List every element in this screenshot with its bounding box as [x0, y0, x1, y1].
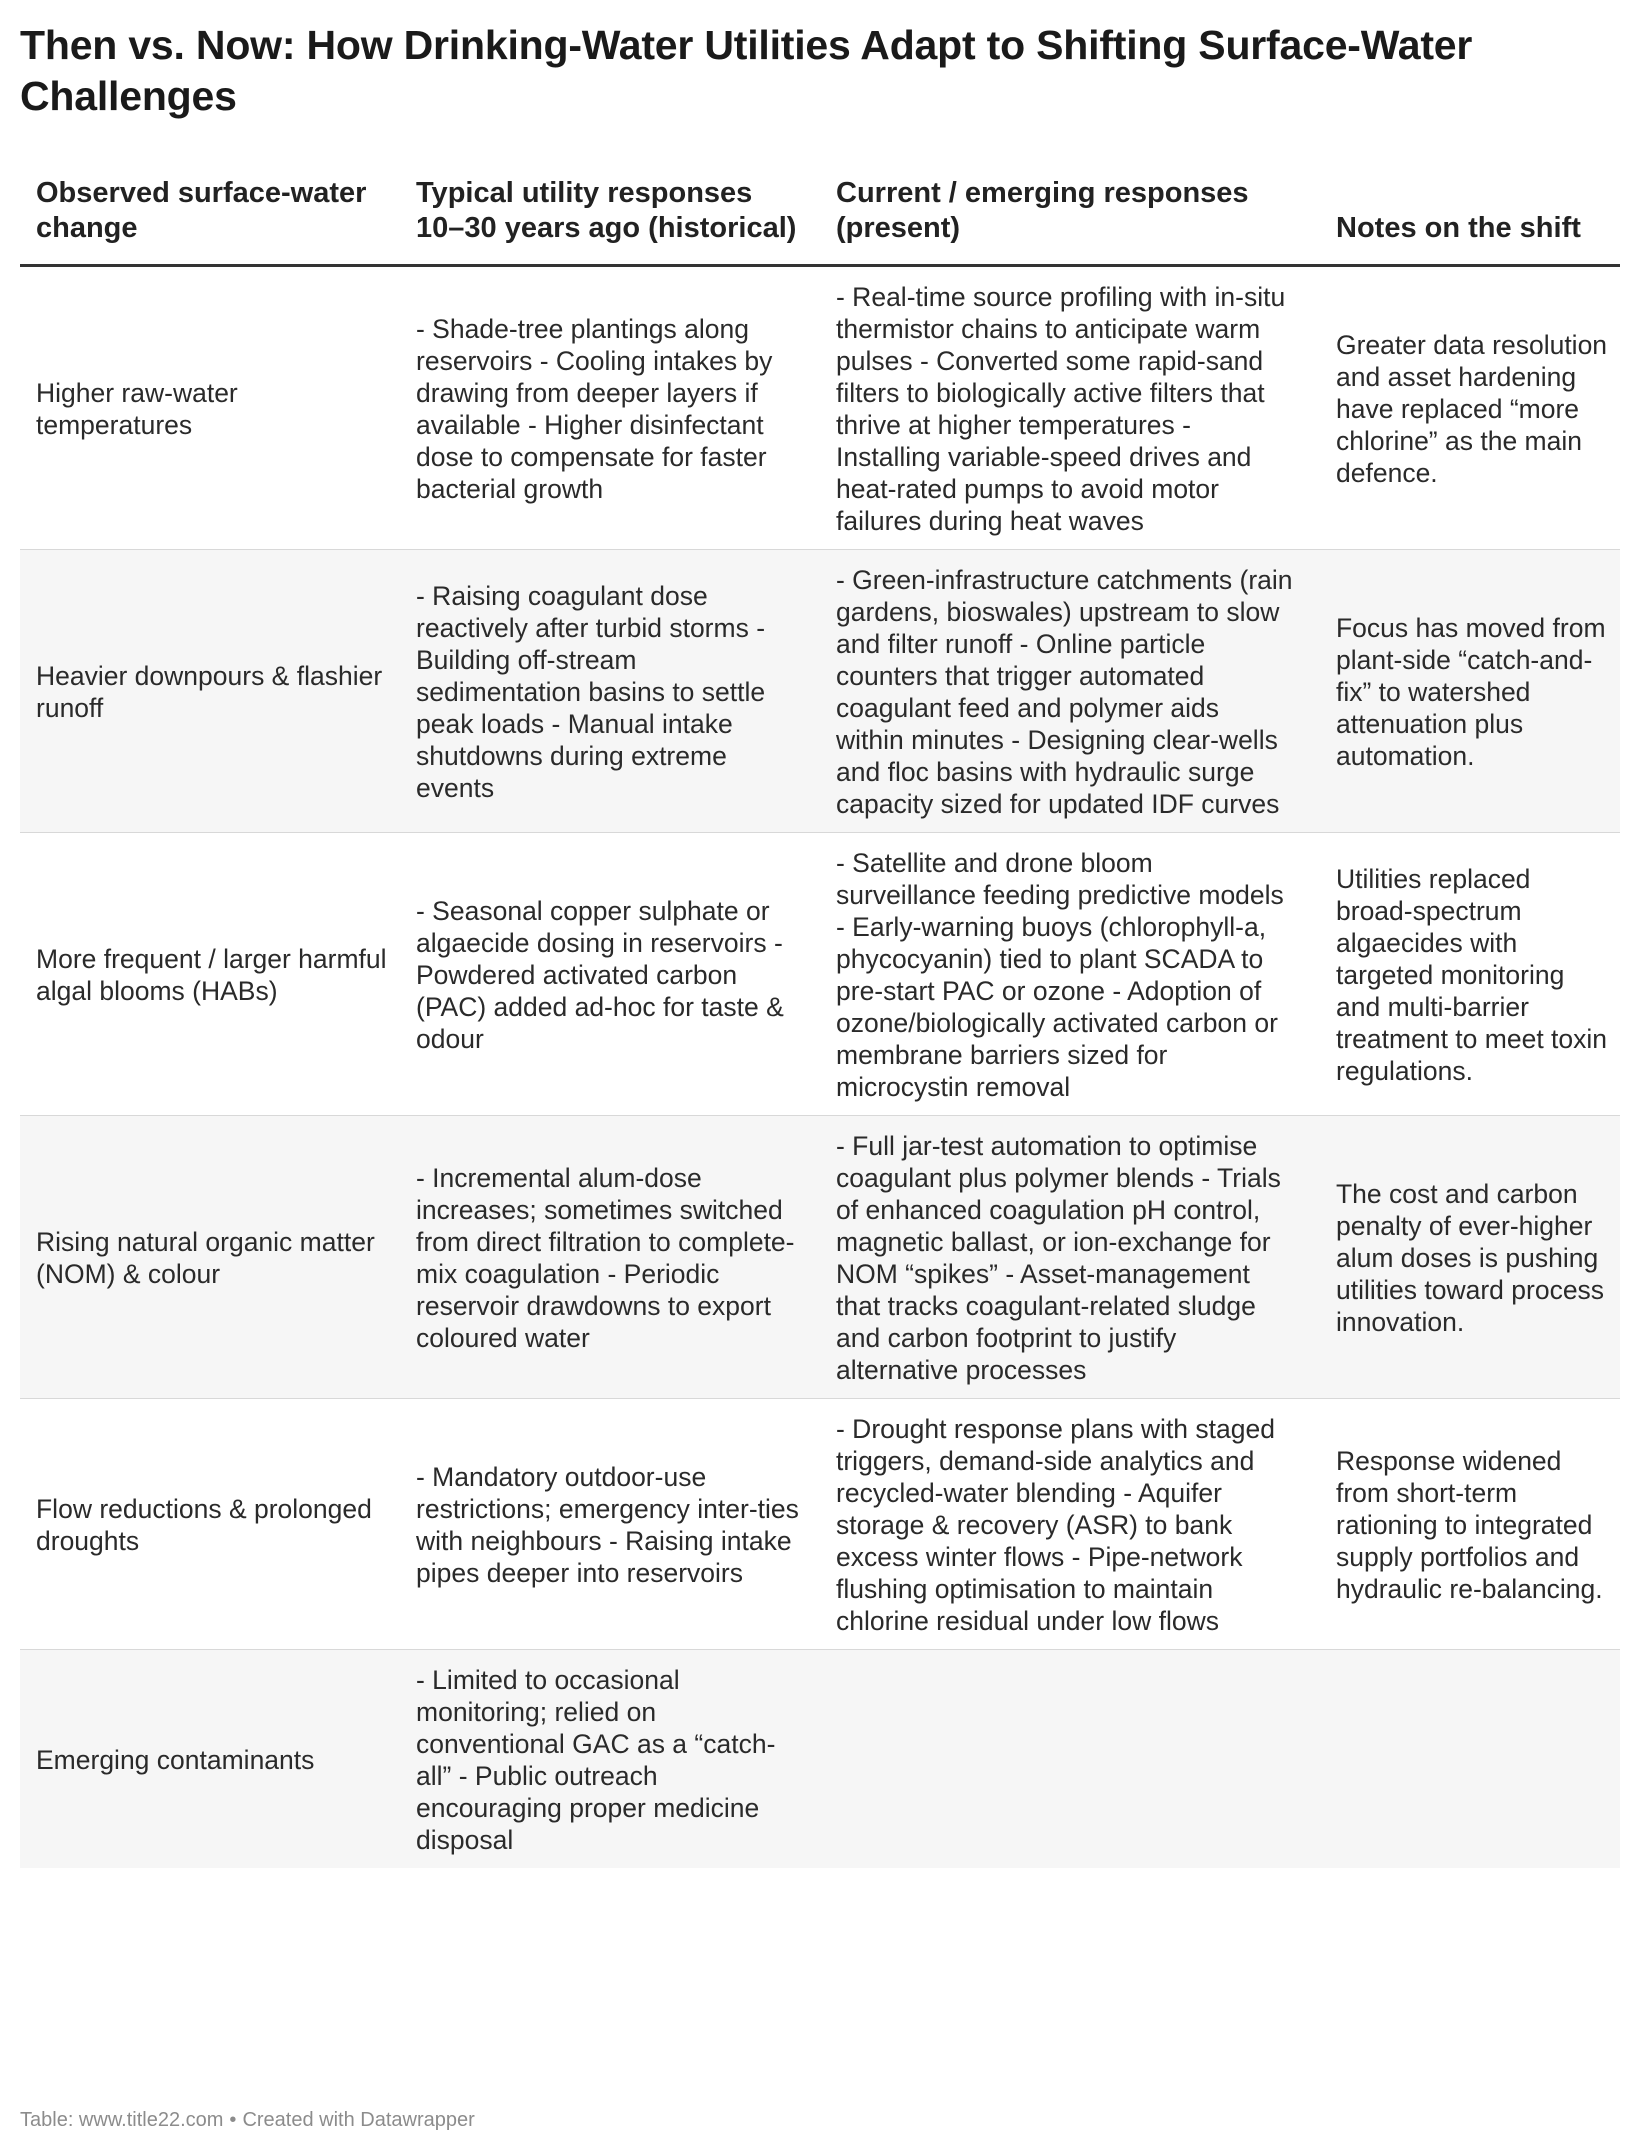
cell-historical: - Raising coagulant dose reactively after turbid storms - Building off-stream sedimentation basins to settle peak loads - Manual intake shutdowns during extreme events: [408, 550, 816, 833]
table-row: [20, 266, 1620, 550]
cell-current: - Drought response plans with staged triggers, demand-side analytics and recycled-water blending - Aquifer storage & recovery (ASR) to bank excess winter flows - Pipe-network flushing optimisation to maintain chlorine residual under low flows: [816, 1399, 1304, 1650]
cell-current: - Full jar-test automation to optimise coagulant plus polymer blends - Trials of enhanced coagulation pH control, magnetic ballast, or ion-exchange for NOM “spikes” - Asset-management that tracks coagulant-related sludge and carbon footprint to justify alternative processes: [816, 1116, 1304, 1399]
cell-notes: The cost and carbon penalty of ever-higher alum doses is pushing utilities toward process innovation.: [1304, 1116, 1620, 1399]
table-row: [20, 1116, 1620, 1399]
cell-historical: - Seasonal copper sulphate or algaecide dosing in reservoirs - Powdered activated carbon (PAC) added ad-hoc for taste & odour: [408, 833, 816, 1116]
cell-notes: Response widened from short-term rationing to integrated supply portfolios and hydraulic re-balancing.: [1304, 1399, 1620, 1650]
cell-historical: - Limited to occasional monitoring; relied on conventional GAC as a “catch-all” - Public outreach encouraging proper medicine disposal: [408, 1650, 816, 1869]
cell-notes: [1304, 1650, 1620, 1869]
cell-notes: Greater data resolution and asset hardening have replaced “more chlorine” as the main defence.: [1304, 266, 1620, 550]
cell-historical: - Shade-tree plantings along reservoirs - Cooling intakes by drawing from deeper layers if available - Higher disinfectant dose to compensate for faster bacterial growth: [408, 266, 816, 550]
cell-change: Flow reductions & prolonged droughts: [20, 1399, 408, 1650]
cell-current: - Satellite and drone bloom surveillance feeding predictive models - Early-warning buoys (chlorophyll-a, phycocyanin) tied to plant SCADA to pre-start PAC or ozone - Adoption of ozone/biologically activated carbon or membrane barriers sized for microcystin removal: [816, 833, 1304, 1116]
table-row: [20, 1650, 1620, 1869]
footer-source-link[interactable]: Table: www.title22.com: [20, 2109, 224, 2131]
column-header-historical[interactable]: Typical utility responses 10–30 years ago (historical): [408, 168, 816, 266]
table-row: [20, 833, 1620, 1116]
table-row: [20, 550, 1620, 833]
footer: [20, 2108, 475, 2132]
column-header-current[interactable]: Current / emerging responses (present): [816, 168, 1304, 266]
cell-change: Rising natural organic matter (NOM) & colour: [20, 1116, 408, 1399]
cell-current: - Real-time source profiling with in-situ thermistor chains to anticipate warm pulses - Converted some rapid-sand filters to biologically active filters that thrive at higher temperatures - Installing variable-speed drives and heat-rated pumps to avoid motor failures during heat waves: [816, 266, 1304, 550]
cell-historical: - Mandatory outdoor-use restrictions; emergency inter-ties with neighbours - Raising intake pipes deeper into reservoirs: [408, 1399, 816, 1650]
cell-change: Emerging contaminants: [20, 1650, 408, 1869]
table-header-row: [20, 168, 1620, 266]
page-title: Then vs. Now: How Drinking-Water Utilities Adapt to Shifting Surface-Water Challenges: [20, 22, 1473, 119]
cell-notes: Utilities replaced broad-spectrum algaecides with targeted monitoring and multi-barrier treatment to meet toxin regulations.: [1304, 833, 1620, 1116]
table-row: [20, 1399, 1620, 1650]
column-header-notes[interactable]: Notes on the shift: [1304, 168, 1620, 266]
cell-change: Heavier downpours & flashier runoff: [20, 550, 408, 833]
column-header-change[interactable]: Observed surface-water change: [20, 168, 408, 266]
cell-notes: Focus has moved from plant-side “catch-and-fix” to watershed attenuation plus automation.: [1304, 550, 1620, 833]
cell-historical: - Incremental alum-dose increases; sometimes switched from direct filtration to complete-mix coagulation - Periodic reservoir drawdowns to export coloured water: [408, 1116, 816, 1399]
footer-separator: •: [229, 2109, 237, 2131]
footer-credit-link[interactable]: Created with Datawrapper: [242, 2109, 475, 2131]
cell-current: - Green-infrastructure catchments (rain gardens, bioswales) upstream to slow and filter runoff - Online particle counters that trigger automated coagulant feed and polymer aids within minutes - Designing clear-wells and floc basins with hydraulic surge capacity sized for updated IDF curves: [816, 550, 1304, 833]
cell-change: Higher raw-water temperatures: [20, 266, 408, 550]
comparison-table: [20, 168, 1620, 1868]
cell-current: [816, 1650, 1304, 1869]
cell-change: More frequent / larger harmful algal blooms (HABs): [20, 833, 408, 1116]
